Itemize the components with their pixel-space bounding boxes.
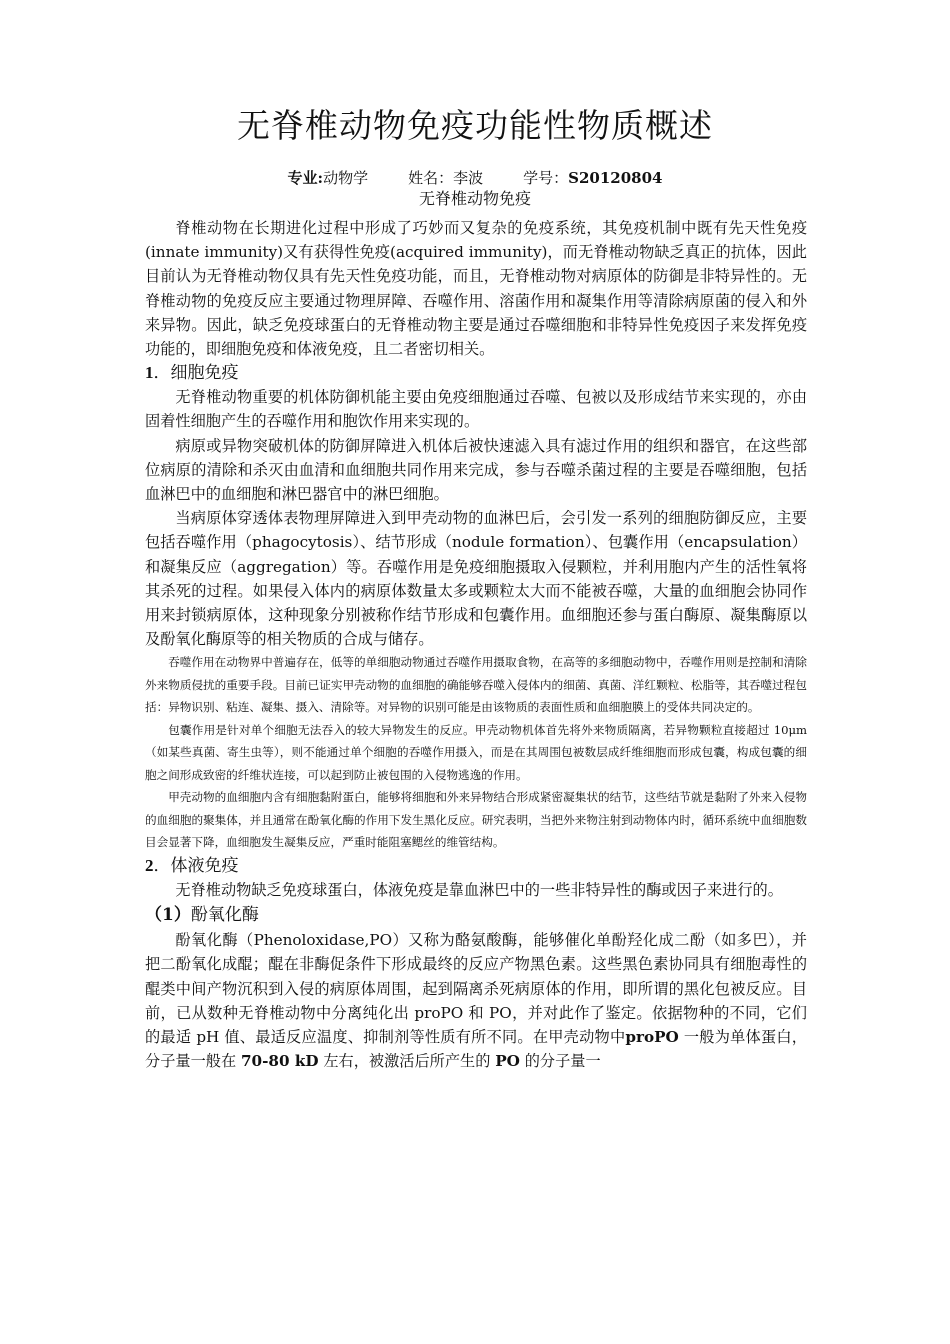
name-field: 姓名：李波 — [408, 169, 484, 187]
major-label: 专业:动物学 — [287, 169, 369, 187]
small-paragraph: 甲壳动物的血细胞内含有细胞黏附蛋白，能够将细胞和外来异物结合形成紧密凝集状的结节，这些结节就是黏附了外来入侵物的血细胞的聚集体，并且通常在酚氧化酶的作用下发生黑化反应。研究表明，当把外来物注射到动物体内时，循环系统中血细胞数目会显著下降，血细胞发生凝集反应，严重时能阻塞鳃丝的维管结构。 — [145, 790, 807, 850]
author-byline — [0, 168, 950, 188]
section-heading-cellular: 1．细胞免疫 — [145, 363, 239, 384]
paragraph: 无脊椎动物重要的机体防御机能主要由免疫细胞通过吞噬、包被以及形成结节来实现的，亦由固着性细胞产生的吞噬作用和胞饮作用来实现的。 — [145, 388, 807, 431]
small-paragraph: 包囊作用是针对单个细胞无法吞入的较大异物发生的反应。甲壳动物机体首先将外来物质隔离，若异物颗粒直接超过 10μm（如某些真菌、寄生虫等），则不能通过单个细胞的吞噬作用摄入，而是在其周围包被数层成纤维细胞而形成包囊，构成包囊的细胞之间形成致密的纤维状连接，可以起到防止被包围的入侵物逃逸的作用。 — [145, 722, 807, 782]
paragraph: 无脊椎动物缺乏免疫球蛋白，体液免疫是靠血淋巴中的一些非特异性的酶或因子来进行的。 — [175, 880, 783, 899]
paragraph: 当病原体穿透体表物理屏障进入到甲壳动物的血淋巴后，会引发一系列的细胞防御反应，主要包括吞噬作用（phagocytosis）、结节形成（nodule formation）、包囊作用（encapsulation）和凝集反应（aggregation）等。吞噬作用是免疫细胞摄取入侵颗粒，并利用胞内产生的活性氧将其杀死的过程。如果侵入体内的病原体数量太多或颗粒太大而不能被吞噬，大量的血细胞会协同作用来封锁病原体，这种现象分别被称作结节形成和包囊作用。血细胞还参与蛋白酶原、凝集酶原以及酚氧化酶原等的相关物质的合成与储存。 — [145, 509, 807, 649]
document-body — [145, 216, 807, 1073]
intro-paragraph: 脊椎动物在长期进化过程中形成了巧妙而又复杂的免疫系统，其免疫机制中既有先天性免疫(innate immunity)又有获得性免疫(acquired immunity)，而无脊椎动物缺乏真正的抗体，因此目前认为无脊椎动物仅具有先天性免疫功能，而且，无脊椎动物对病原体的防御是非特异性的。无脊椎动物的免疫反应主要通过物理屏障、吞噬作用、溶菌作用和凝集作用等清除病原菌的侵入和外来异物。因此，缺乏免疫球蛋白的无脊椎动物主要是通过吞噬细胞和非特异性免疫因子来发挥免疫功能的，即细胞免疫和体液免疫，且二者密切相关。 — [145, 219, 807, 359]
subsection-heading-phenoloxidase: （1）酚氧化酶 — [145, 905, 259, 926]
student-id-field: 学号：S20120804 — [523, 169, 663, 187]
paragraph: 病原或异物突破机体的防御屏障进入机体后被快速滤入具有滤过作用的组织和器官，在这些部位病原的清除和杀灭由血清和血细胞共同作用来完成，参与吞噬杀菌过程的主要是吞噬细胞，包括血淋巴中的血细胞和淋巴器官中的淋巴细胞。 — [145, 436, 807, 504]
small-paragraph: 吞噬作用在动物界中普遍存在，低等的单细胞动物通过吞噬作用摄取食物，在高等的多细胞动物中，吞噬作用则是控制和清除外来物质侵扰的重要手段。目前已证实甲壳动物的血细胞的确能够吞噬入侵体内的细菌、真菌、洋红颗粒、松脂等，其吞噬过程包括：异物识别、粘连、凝集、摄入、清除等。对异物的识别可能是由该物质的表面性质和血细胞膜上的受体共同决定的。 — [145, 655, 807, 715]
paragraph: 酚氧化酶（Phenoloxidase,PO）又称为酪氨酸酶，能够催化单酚羟化成二酚（如多巴），并把二酚氧化成醌；醌在非酶促条件下形成最终的反应产物黑色素。这些黑色素协同具有细胞毒性的醌类中间产物沉积到入侵的病原体周围，起到隔离杀死病原体的作用，即所谓的黑化包被反应。目前，已从数种无脊椎动物中分离纯化出 proPO 和 PO，并对此作了鉴定。依据物种的不同，它们的最适 pH 值、最适反应温度、抑制剂等性质有所不同。在甲壳动物中proPO 一般为单体蛋白，分子量一般在 70-80 kD 左右，被激活后所产生的 PO 的分子量一 — [145, 931, 807, 1071]
section-subtitle: 无脊椎动物免疫 — [418, 189, 531, 208]
section-heading-humoral: 2．体液免疫 — [145, 855, 239, 876]
document-title: 无脊椎动物免疫功能性物质概述 — [237, 106, 713, 145]
